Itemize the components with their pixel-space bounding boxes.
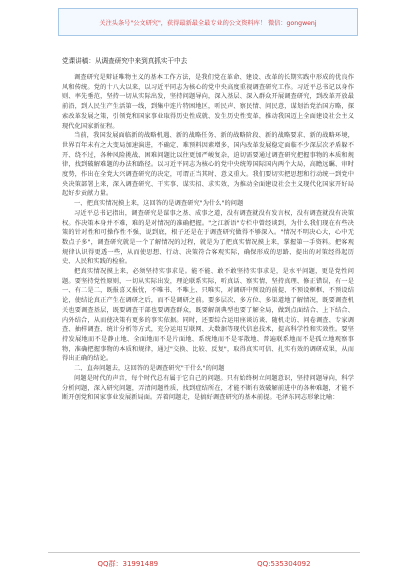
document-title: 党课讲稿：从调查研究中来到真抓实干中去: [62, 57, 188, 65]
footer-qq[interactable]: QQ:535304092: [257, 560, 311, 568]
paragraph: 当前，我国发展面临新的战略机遇、新的战略任务、新的战略阶段、新的战略要求、新的战略环境，世界百年未有之大变局加速演进，不确定、难预料因素增多，国内改革发展稳定面临不少深层次矛盾躲不开、绕不过，各种风险挑战、困难问题比以往更加严峻复杂，迫切需要通过调查研究把握事物的本质和规律，找到破解难题的办法和路径。以习近平同志为核心的党中央统筹国际国内两个大局，高瞻远瞩、审时度势，作出在全党大兴调查研究的决定，可谓正当其时、意义重大。我们要切实把思想和行动统一到党中央决策部署上来，深入调查研究、干实事、谋实招、求实效，为推动全面建设社会主义现代化国家开好局起好步贡献力量。: [62, 132, 354, 198]
footer-contact: [48, 555, 360, 573]
paragraph: 把真实情况摸上来，必须坚持实事求是。能不能、敢不敢坚持实事求是，是水平问题，更是党性问题。要坚持党性原则，一切从实际出发，理论联系实际，听真话、察实情，坚持真理、修正错误，有一是一、有二是二，既报喜又报忧，不唯书、不唯上、只唯实，对调研中预设的前提、不预设框框、不预设结论，使结论真正产生在调研之后，而不是调研之前。要多层次、多方位、多渠道地了解情况，既要调查机关也要调查基层，既要调查干部也要调查群众，既要解剖典型也要了解全局，做到点面结合、上下结合、内外结合，从而使决策有更多的事实依据。同时，还要综合运用座谈访谈、随机走访、问卷调查、专家调查、抽样调查、统计分析等方式，充分运用互联网、大数据等现代信息技术，提高科学性和实效性。要坚持发展地而不是静止地、全面地而不是片面地、系统地而不是零散地、普遍联系地而不是孤立地观察事物，准确把握事物的本质和规律，通过"交换、比较、反复"，取得真实可信、扎实有效的调研成果，从而得出正确的结论。: [62, 268, 354, 363]
footer-qq-group[interactable]: QQ群：31991489: [97, 560, 159, 568]
header-banner[interactable]: 关注头条号"公文研究"，获得最新最全最专业的公文资料库！ 微信：gongwenj: [58, 8, 358, 36]
paragraph: 问题是时代的声音，每个时代总有属于它自己的问题。只有始终树立问题意识，坚持问题导向，科学分析问题，深入研究问题，弄清问题性质，找到症结所在，才能不断有效破解前进中的各种难题，才能不断开创党和国家事业发展新局面。弄着问题走，是搞好调查研究的基本前提。毛泽东同志形象比喻：: [62, 374, 354, 402]
section-heading: 二、直奔问题去，这回答的是调查研究"干什么"的问题: [74, 365, 225, 373]
paragraph: 习近平总书记指出，调查研究是谋事之基、成事之道，没有调查就没有发言权，没有调查就没有决策权。作决策本身并不难，难的是对情况的准确把握。"之江新语"专栏中曾经谈到，为什么我们现在有些决策的针对性和可操作性不强，说到底，根子还是在于调查研究做得不够深入。"情况不明决心大，心中无数点子多"，调查研究就是一个了解情况的过程，就是为了把真实情况摸上来，掌握第一手资料。把客观规律认识得更透一些，从而使思想、行动、决策符合客观实际，确保形成的思路、提出的对策经得起历史、人民和实践的检验。: [62, 209, 354, 266]
footer-divider: [48, 552, 360, 553]
document-body: [62, 50, 354, 403]
paragraph: 调查研究是辩证唯物主义的基本工作方法，是我们党在革命、建设、改革的长期实践中形成的优良作风和传统。党的十八大以来，以习近平同志为核心的党中央高度重视调查研究工作。习近平总书记以身作则、率先垂范，坚持一切从实际出发，坚持问题导向，深入基层、深入群众开展调查研究，到改革开放最前沿，到人民生产生活第一线，到集中连片特困地区，听民声、察民情、问民意，谋划治党治国方略，探索改革发展之策，引领党和国家事业取得历史性成就、发生历史性变革，推动我国迈上全面建设社会主义现代化国家新征程。: [62, 74, 354, 130]
section-heading: 一、把真实情况摸上来，这回答的是调查研究"为什么"的问题: [74, 200, 244, 208]
